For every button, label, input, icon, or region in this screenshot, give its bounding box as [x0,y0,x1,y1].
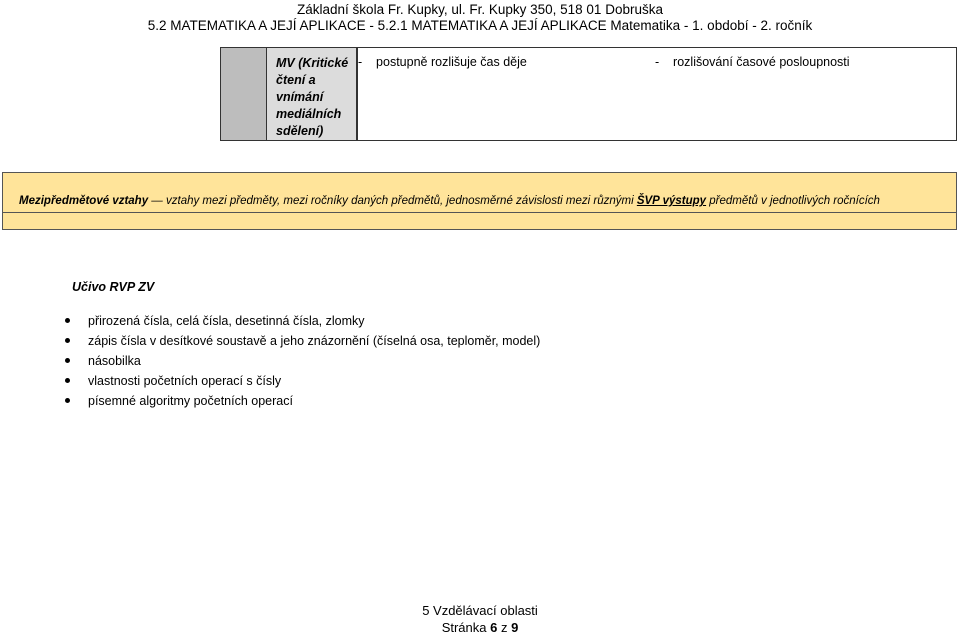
svp-outputs-link: ŠVP výstupy [636,195,707,207]
cross-curricular-theme [267,48,357,140]
theme-line: vnímání [276,90,324,104]
footer-page-number [0,620,960,635]
relations-description-end: předmětů v jednotlivých ročnících [706,195,880,207]
page-label: Stránka [441,620,491,635]
list-item-text: zápis čísla v desítkové soustavě a jeho znázornění (číselná osa, teploměr, model) [88,334,541,348]
cross-subject-relations-band [2,172,957,230]
page-current: 6 [490,620,498,635]
list-item-text: vlastnosti početních operací s čísly [88,374,282,388]
list-item-text: násobilka [88,354,141,368]
bullet-icon [65,358,70,363]
outcomes-table [220,47,957,141]
theme-line: mediálních [276,107,342,121]
list-item [62,311,540,331]
list-item [62,331,540,351]
curriculum-list [62,311,540,411]
theme-line: čtení a [276,73,316,87]
relations-label: Mezipředmětové vztahy [19,195,149,207]
bullet-icon [65,398,70,403]
page-separator: z [497,620,512,635]
list-item-text: přirozená čísla, celá čísla, desetinná čísla, zlomky [88,314,365,328]
page-header-school: Základní škola Fr. Kupky, ul. Fr. Kupky 350, 518 01 Dobruška [297,2,663,17]
footer-section: 5 Vzdělávací oblasti [422,603,538,618]
list-item-text: písemné algoritmy početních operací [88,394,293,408]
theme-line: MV (Kritické [276,56,349,70]
curriculum-title: Učivo RVP ZV [72,280,155,294]
list-item [62,371,540,391]
theme-line: sdělení) [276,124,324,138]
table-side-shading [221,48,267,140]
page-header-subject: 5.2 MATEMATIKA A JEJÍ APLIKACE - 5.2.1 MATEMATIKA A JEJÍ APLIKACE Matematika - 1. období - 2. ročník [147,18,813,33]
curriculum-cell: - rozlišování časové posloupnosti [655,55,850,69]
bullet-icon [65,338,70,343]
bullet-icon [65,318,70,323]
outcome-cell: - postupně rozlišuje čas děje [358,55,527,69]
list-item [62,391,540,411]
cross-subject-relations-text [19,195,880,207]
page-total: 9 [511,620,519,635]
bullet-icon [65,378,70,383]
band-divider [3,212,956,213]
list-item [62,351,540,371]
relations-description: — vztahy mezi předměty, mezi ročníky daných předmětů, jednosměrné závislosti mezi různými [148,195,637,207]
